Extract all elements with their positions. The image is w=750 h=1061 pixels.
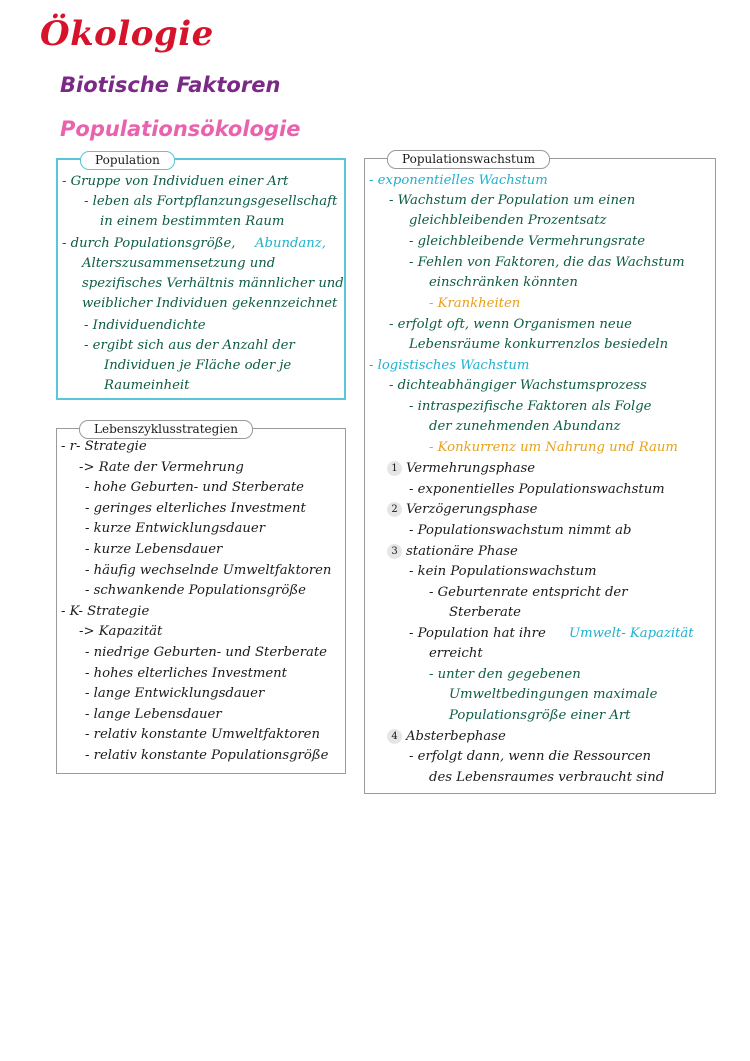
note-line [449, 603, 521, 623]
note-line [84, 336, 295, 356]
note-line-text: - lange Entwicklungsdauer [85, 686, 265, 702]
note-line-text: Lebensräume konkurrenzlos besiedeln [409, 337, 669, 352]
note-line [85, 519, 265, 539]
note-line-text: - relativ konstante Umweltfaktoren [85, 727, 320, 743]
note-line [85, 478, 304, 498]
note-line-text: - kein Populationswachstum [409, 564, 597, 579]
note-line-text: - dichteabhängiger Wachstumsprozess [389, 378, 647, 393]
note-line [85, 684, 264, 704]
note-line-text: - schwankende Populationsgröße [85, 583, 306, 599]
note-line [569, 624, 694, 644]
note-line [409, 232, 645, 252]
note-line-text: - Population hat ihre [409, 626, 546, 641]
note-line [104, 356, 291, 376]
section-heading-biotische-faktoren: Biotische Faktoren [60, 73, 281, 97]
note-line-text: Absterbephase [406, 729, 506, 744]
note-line [409, 521, 631, 541]
note-line [61, 602, 149, 622]
note-line-text: - exponentielles Wachstum [369, 173, 548, 188]
note-line-text: - hohes elterliches Investment [85, 665, 287, 681]
note-line [85, 664, 287, 684]
note-line-text: - r- Strategie [61, 439, 147, 454]
lebenszyklus-box [56, 422, 346, 774]
note-line-text: - lange Lebensdauer [85, 706, 222, 722]
phase-number-badge: 2 [387, 502, 402, 517]
note-line-text: in einem bestimmten Raum [100, 214, 285, 229]
note-line-text: - ergibt sich aus der Anzahl der [84, 338, 295, 353]
note-line-text: - kurze Lebensdauer [85, 542, 223, 557]
note-line-text: Sterberate [449, 605, 521, 620]
note-line-text: -> Rate der Vermehrung [79, 459, 244, 475]
note-line [85, 499, 306, 519]
note-line-text: Raumeinheit [104, 378, 190, 393]
note-line-text: Verzögerungsphase [406, 502, 538, 517]
note-line [369, 356, 529, 376]
note-line [62, 172, 288, 192]
note-line-text: - geringes elterliches Investment [85, 500, 306, 516]
note-line [255, 234, 326, 254]
note-line-text: - erfolgt oft, wenn Organismen neue [389, 317, 632, 332]
note-line [387, 542, 518, 562]
note-line-text: - häufig wechselnde Umweltfaktoren [85, 562, 332, 578]
phase-number-badge: 4 [387, 729, 402, 744]
note-line [85, 561, 331, 581]
note-line-text: - intraspezifische Faktoren als Folge [409, 399, 652, 414]
note-line [84, 192, 337, 212]
note-line [429, 273, 578, 293]
note-line-text: - hohe Geburten- und Sterberate [85, 480, 304, 496]
note-line [429, 665, 581, 685]
note-line [85, 705, 222, 725]
note-line [449, 685, 657, 705]
note-line-text: - gleichbleibende Vermehrungsrate [409, 234, 646, 249]
note-line-text: Populationsgröße einer Art [449, 708, 631, 723]
note-line-text: Alterszusammensetzung und [82, 256, 276, 271]
note-line-text: - kurze Entwicklungsdauer [85, 521, 266, 537]
note-line-text: -> Kapazität [79, 624, 163, 640]
note-line-text: - Gruppe von Individuen einer Art [62, 174, 289, 189]
note-line [82, 274, 344, 294]
note-line-text: - relativ konstante Populationsgröße [85, 748, 329, 763]
note-line [409, 747, 651, 767]
note-line [82, 254, 275, 274]
note-line-text: stationäre Phase [406, 544, 518, 559]
note-line-text: - durch Populationsgröße, [62, 236, 236, 251]
note-line [429, 417, 620, 437]
note-line-text: - Wachstum der Population um einen [389, 193, 636, 208]
note-line-text: Individuen je Fläche oder je [104, 358, 292, 373]
note-line [100, 212, 284, 232]
note-line [389, 315, 632, 335]
note-line [104, 376, 189, 396]
note-line [429, 768, 664, 788]
note-line [409, 480, 665, 500]
note-line [409, 624, 546, 644]
note-line-text: einschränken könnten [429, 275, 578, 290]
page-title: Ökologie [40, 14, 214, 54]
note-line-text: - K- Strategie [61, 603, 150, 619]
note-line-text: - exponentielles Populationswachstum [409, 482, 665, 497]
note-line-text: - Individuendichte [84, 318, 206, 333]
note-line-text: Umweltbedingungen maximale [449, 687, 658, 702]
note-line-text: - Krankheiten [429, 296, 521, 311]
note-line [409, 562, 596, 582]
phase-number-badge: 1 [387, 461, 402, 476]
note-line-text: Abundanz, [255, 236, 326, 251]
note-line-text: erreicht [429, 646, 483, 661]
section-heading-populationsoekologie: Populationsökologie [60, 117, 301, 141]
note-line-text: - Konkurrenz um Nahrung und Raum [429, 440, 678, 455]
note-line-text: - leben als Fortpflanzungsgesellschaft [84, 194, 338, 209]
note-line [429, 438, 678, 458]
note-line-text: - erfolgt dann, wenn die Ressourcen [409, 749, 652, 764]
note-line [85, 643, 327, 663]
population-box [56, 153, 346, 400]
note-line-text: - Fehlen von Faktoren, die das Wachstum [409, 255, 685, 270]
note-line-text: Vermehrungsphase [406, 461, 536, 476]
note-line [409, 335, 668, 355]
note-line-text: Umwelt- Kapazität [569, 626, 694, 641]
note-line-text: - Geburtenrate entspricht der [429, 585, 628, 600]
note-line [409, 397, 651, 417]
note-line-text: - logistisches Wachstum [369, 358, 530, 373]
note-line [389, 191, 635, 211]
note-line [409, 253, 685, 273]
note-line [429, 583, 628, 603]
note-line-text: - niedrige Geburten- und Sterberate [85, 645, 327, 660]
note-line-text: - Populationswachstum nimmt ab [409, 523, 632, 538]
note-line-text: des Lebensraumes verbraucht sind [429, 770, 665, 785]
wachstum-label: Populationswachstum [387, 150, 550, 169]
note-line [429, 294, 520, 314]
note-line [61, 437, 147, 457]
lebenszyklus-label: Lebenszyklusstrategien [79, 420, 253, 439]
note-line [82, 294, 337, 314]
note-line-text: gleichbleibenden Prozentsatz [409, 213, 607, 228]
note-line-text: - unter den gegebenen [429, 667, 581, 682]
note-line [84, 316, 206, 336]
note-line [387, 727, 506, 747]
note-line [429, 644, 483, 664]
note-line [449, 706, 630, 726]
note-line [369, 171, 548, 191]
wachstum-box [364, 152, 716, 794]
note-line [387, 500, 537, 520]
note-line-text: spezifisches Verhältnis männlicher und [82, 276, 344, 291]
phase-number-badge: 3 [387, 544, 402, 559]
population-label: Population [80, 151, 175, 170]
note-line [389, 376, 647, 396]
note-line [85, 540, 222, 560]
note-line [387, 459, 535, 479]
note-line [79, 622, 162, 642]
note-line [409, 211, 606, 231]
note-line [79, 458, 244, 478]
note-line [62, 234, 235, 254]
note-line-text: der zunehmenden Abundanz [429, 419, 621, 434]
note-line-text: weiblicher Individuen gekennzeichnet [82, 296, 338, 311]
note-line [85, 581, 306, 601]
note-line [85, 746, 328, 766]
note-line [85, 725, 320, 745]
